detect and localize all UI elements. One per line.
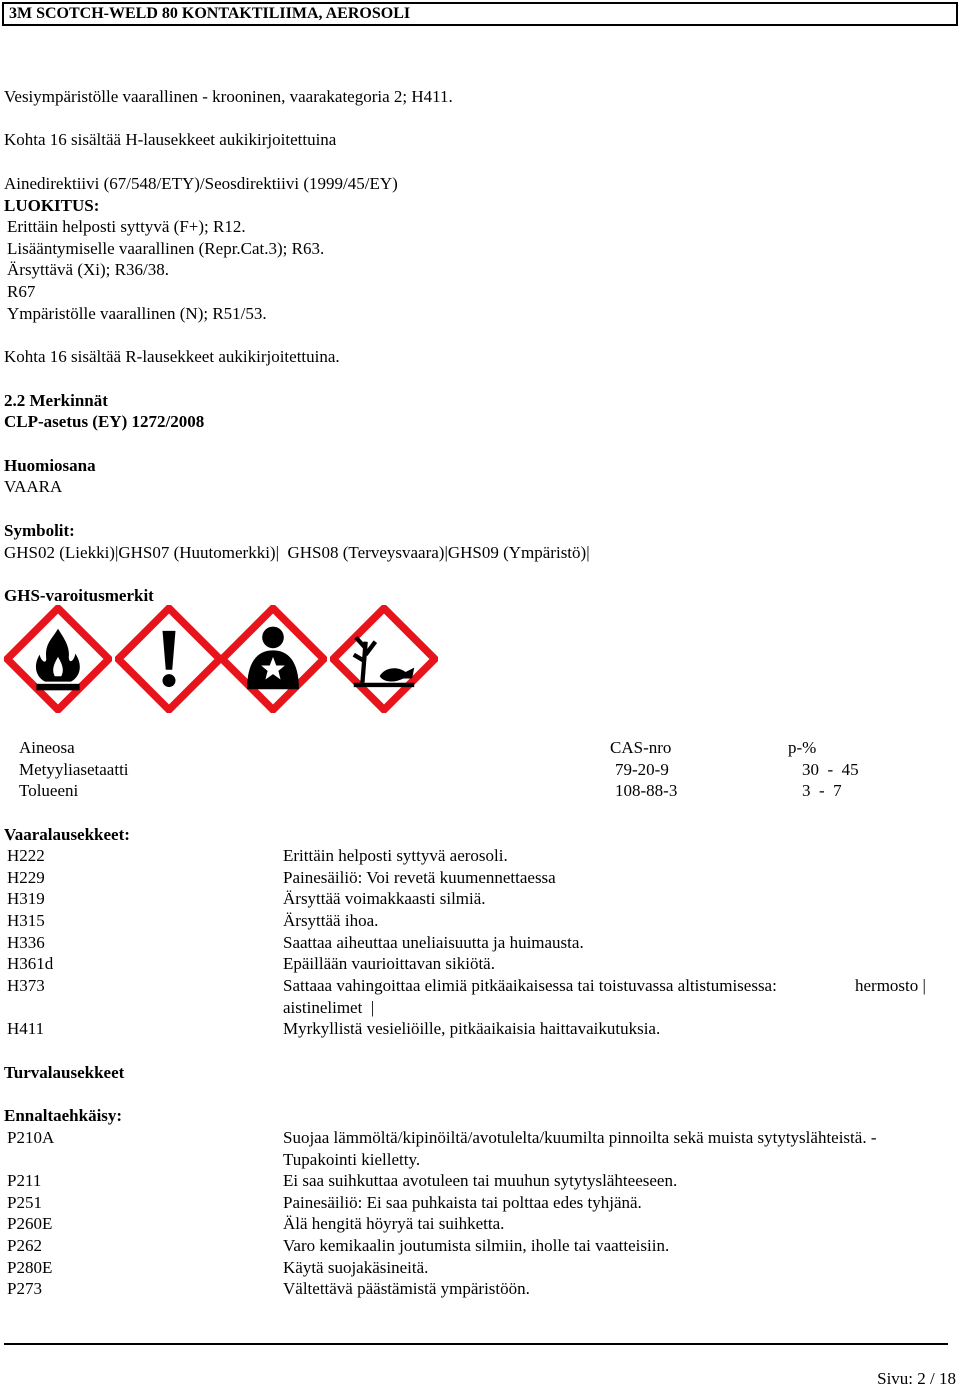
precaution-text-continued: Tupakointi kielletty. — [283, 1150, 421, 1169]
classification-item: Erittäin helposti syttyvä (F+); R12. — [7, 217, 246, 236]
classification-item: Ympäristölle vaarallinen (N); R51/53. — [7, 304, 267, 323]
hazard-text: Saattaa aiheuttaa uneliaisuutta ja huimausta. — [283, 933, 584, 952]
precaution-code: P262 — [7, 1236, 42, 1255]
pictograms-label: GHS-varoitusmerkit — [4, 586, 154, 605]
ingredient-cas: 79-20-9 — [615, 760, 669, 779]
ingredient-pct: 30 - 45 — [802, 760, 859, 779]
ingredient-cas: 108-88-3 — [615, 781, 678, 800]
exclamation-icon — [115, 605, 223, 713]
prevention-label: Ennaltaehkäisy: — [4, 1106, 123, 1125]
symbols-label: Symbolit: — [4, 521, 75, 540]
hazard-code: H229 — [7, 868, 45, 887]
document-title: 3M SCOTCH-WELD 80 KONTAKTILIIMA, AEROSOLI — [9, 5, 411, 22]
page-number: Sivu: 2 / 18 — [877, 1369, 956, 1388]
signal-word: VAARA — [4, 477, 63, 496]
hazard-code: H373 — [7, 976, 45, 995]
classification-item: Ärsyttävä (Xi); R36/38. — [7, 260, 169, 279]
precaution-code: P260E — [7, 1214, 53, 1233]
hazard-code: H336 — [7, 933, 45, 952]
flame-icon — [4, 605, 112, 713]
precaution-code: P210A — [7, 1128, 55, 1147]
precaution-code: P211 — [7, 1171, 42, 1190]
precaution-text: Ei saa suihkuttaa avotuleen tai muuhun sytytyslähteeseen. — [283, 1171, 678, 1190]
hazard-text-continued: aistinelimet | — [283, 998, 375, 1017]
hazard-text: Ärsyttää ihoa. — [283, 911, 379, 930]
hazard-text: Erittäin helposti syttyvä aerosoli. — [283, 846, 508, 865]
footer-divider — [4, 1343, 948, 1345]
directive-line: Ainedirektiivi (67/548/ETY)/Seosdirektiivi (1999/45/EY) — [4, 174, 398, 193]
classification-item: Lisääntymiselle vaarallinen (Repr.Cat.3); R63. — [7, 239, 325, 258]
ingredient-header-cas: CAS-nro — [610, 738, 672, 757]
ingredient-name: Metyyliasetaatti — [19, 760, 129, 779]
symbols-list: GHS02 (Liekki)|GHS07 (Huutomerkki)| GHS08 (Terveysvaara)|GHS09 (Ympäristö)| — [4, 543, 590, 562]
environment-icon — [330, 605, 438, 713]
health-hazard-icon — [219, 605, 327, 713]
hazard-code: H222 — [7, 846, 45, 865]
precaution-text: Älä hengitä höyryä tai suihketta. — [283, 1214, 505, 1233]
section-title: 2.2 Merkinnät — [4, 391, 108, 410]
h-statements-note: Kohta 16 sisältää H-lausekkeet aukikirjoitettuina — [4, 130, 337, 149]
ingredient-name: Tolueeni — [19, 781, 79, 800]
precaution-text: Suojaa lämmöltä/kipinöiltä/avotulelta/kuumilta pinnoilta sekä muista sytytyslähteistä. - — [283, 1128, 877, 1147]
hazard-code: H315 — [7, 911, 45, 930]
hazard-code: H319 — [7, 889, 45, 908]
hazard-text: Sattaaa vahingoittaa elimiä pitkäaikaisessa tai toistuvassa altistumisessa: — [283, 976, 777, 995]
hazard-text: Ärsyttää voimakkaasti silmiä. — [283, 889, 486, 908]
ingredient-header-pct: p-% — [788, 738, 817, 757]
precautionary-label: Turvalausekkeet — [4, 1063, 125, 1082]
document-header — [2, 2, 958, 26]
r-statements-note: Kohta 16 sisältää R-lausekkeet aukikirjoitettuina. — [4, 347, 340, 366]
precaution-text: Varo kemikaalin joutumista silmiin, iholle tai vaatteisiin. — [283, 1236, 670, 1255]
signal-word-label: Huomiosana — [4, 456, 96, 475]
hazard-text: Myrkyllistä vesieliöille, pitkäaikaisia haittavaikutuksia. — [283, 1019, 661, 1038]
hazard-text: Epäillään vaurioittavan sikiötä. — [283, 954, 495, 973]
precaution-code: P251 — [7, 1193, 42, 1212]
hazard-text-organ: hermosto | — [855, 976, 926, 995]
precaution-text: Vältettävä päästämistä ympäristöön. — [283, 1279, 530, 1298]
regulation-line: CLP-asetus (EY) 1272/2008 — [4, 412, 205, 431]
hazard-statements-label: Vaaralausekkeet: — [4, 825, 130, 844]
precaution-text: Painesäiliö: Ei saa puhkaista tai polttaa edes tyhjänä. — [283, 1193, 642, 1212]
classification-label: LUOKITUS: — [4, 196, 100, 215]
hazard-text: Painesäiliö: Voi revetä kuumennettaessa — [283, 868, 556, 887]
precaution-code: P273 — [7, 1279, 42, 1298]
hazard-code: H411 — [7, 1019, 45, 1038]
classification-item: R67 — [7, 282, 36, 301]
ingredient-pct: 3 - 7 — [802, 781, 842, 800]
hazard-code: H361d — [7, 954, 54, 973]
ingredient-header-name: Aineosa — [19, 738, 75, 757]
precaution-text: Käytä suojakäsineitä. — [283, 1258, 429, 1277]
env-hazard-text: Vesiympäristölle vaarallinen - krooninen, vaarakategoria 2; H411. — [4, 87, 453, 106]
precaution-code: P280E — [7, 1258, 53, 1277]
